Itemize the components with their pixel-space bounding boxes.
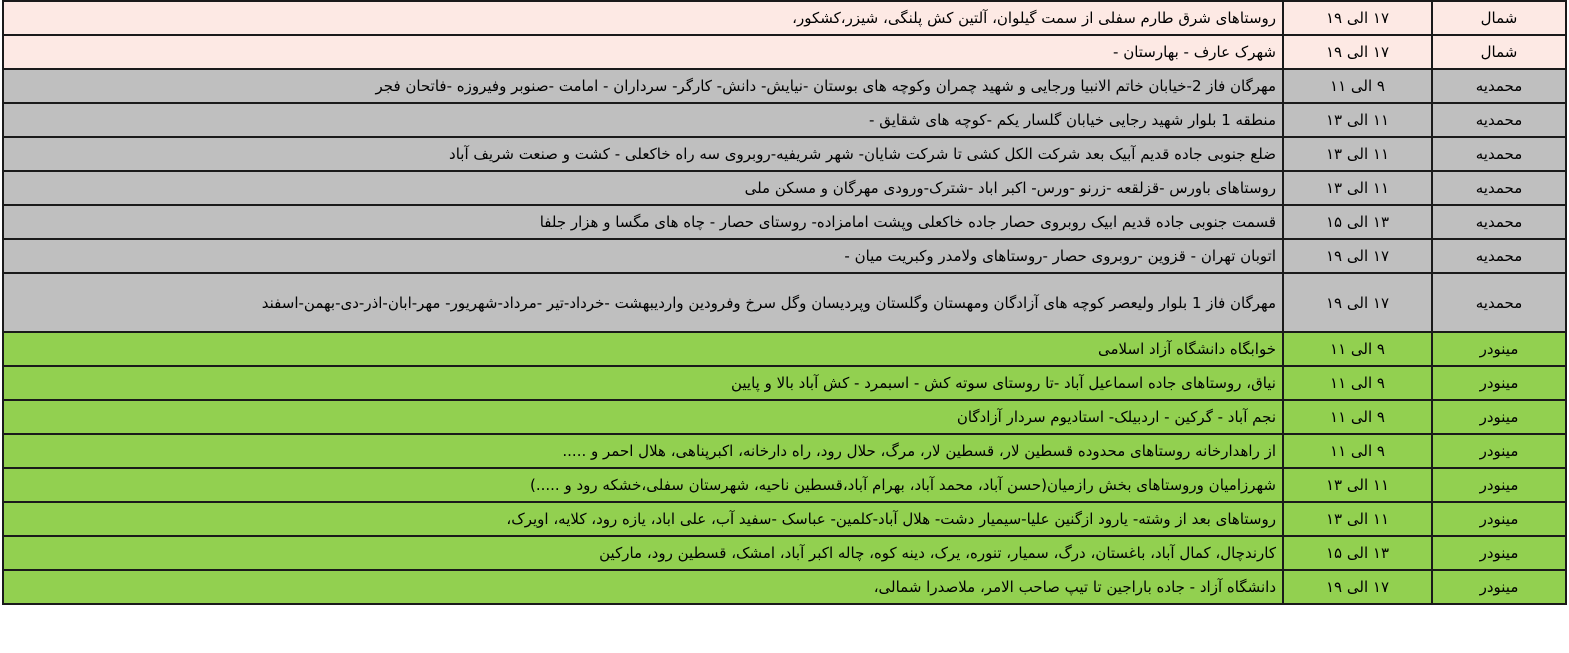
area-cell: از راهدارخانه روستاهای محدوده قسطین لار، قسطین لار، مرگ، حلال رود، راه دارخانه، اکبرپناهی، هلال احمر و .....	[3, 434, 1283, 468]
region-cell: مینودر	[1432, 468, 1566, 502]
time-cell: ۱۱ الی ۱۳	[1283, 502, 1432, 536]
area-cell: منطقه 1 بلوار شهید رجایی خیابان گلسار یکم -کوچه های شقایق -	[3, 103, 1283, 137]
table-row	[3, 434, 1566, 468]
table-row	[3, 468, 1566, 502]
time-cell: ۹ الی ۱۱	[1283, 434, 1432, 468]
region-cell: محمدیه	[1432, 103, 1566, 137]
area-cell: شهرزامیان وروستاهای بخش رازمیان(حسن آباد، محمد آباد، بهرام آباد،قسطین ناحیه، شهرستان سفلی،خشکه رود و .....)	[3, 468, 1283, 502]
time-cell: ۱۷ الی ۱۹	[1283, 239, 1432, 273]
area-cell: نجم آباد - گرکین - اردبیلک- استادیوم سردار آزادگان	[3, 400, 1283, 434]
table-row	[3, 239, 1566, 273]
table-row	[3, 137, 1566, 171]
region-cell: محمدیه	[1432, 273, 1566, 332]
time-cell: ۱۱ الی ۱۳	[1283, 103, 1432, 137]
area-cell: روستاهای شرق طارم سفلی از سمت گیلوان، آلتین کش پلنگی، شیزر،کشکور،	[3, 1, 1283, 35]
time-cell: ۹ الی ۱۱	[1283, 366, 1432, 400]
outage-schedule-table	[2, 0, 1567, 605]
time-cell: ۱۷ الی ۱۹	[1283, 570, 1432, 604]
schedule-body	[3, 1, 1566, 604]
table-row	[3, 570, 1566, 604]
area-cell: روستاهای باورس -قزلقعه -زرنو -ورس- اکبر اباد -شترک-ورودی مهرگان و مسکن ملی	[3, 171, 1283, 205]
region-cell: مینودر	[1432, 400, 1566, 434]
region-cell: محمدیه	[1432, 205, 1566, 239]
time-cell: ۱۷ الی ۱۹	[1283, 273, 1432, 332]
table-row	[3, 273, 1566, 332]
region-cell: شمال	[1432, 35, 1566, 69]
region-cell: مینودر	[1432, 536, 1566, 570]
region-cell: مینودر	[1432, 366, 1566, 400]
region-cell: مینودر	[1432, 434, 1566, 468]
area-cell: اتوبان تهران - قزوین -روبروی حصار -روستاهای ولامدر وکبریت میان -	[3, 239, 1283, 273]
area-cell: نیاق، روستاهای جاده اسماعیل آباد -تا روستای سوته کش - اسبمرد - کش آباد بالا و پایین	[3, 366, 1283, 400]
time-cell: ۹ الی ۱۱	[1283, 332, 1432, 366]
table-row	[3, 69, 1566, 103]
area-cell: روستاهای بعد از وشته- یارود ازگنین علیا-سیمیار دشت- هلال آباد-کلمین- عباسک -سفید آب، علی اباد، یازه رود، کلایه، اویرک،	[3, 502, 1283, 536]
time-cell: ۱۷ الی ۱۹	[1283, 1, 1432, 35]
table-row	[3, 502, 1566, 536]
area-cell: خوابگاه دانشگاه آزاد اسلامی	[3, 332, 1283, 366]
region-cell: مینودر	[1432, 332, 1566, 366]
table-row	[3, 332, 1566, 366]
time-cell: ۱۷ الی ۱۹	[1283, 35, 1432, 69]
table-row	[3, 35, 1566, 69]
area-cell: مهرگان فاز 2-خیابان خاتم الانبیا ورجایی و شهید چمران وکوچه های بوستان -نیایش- دانش- کارگر- سرداران - امامت -صنوبر وفیروزه -فاتحان فجر	[3, 69, 1283, 103]
region-cell: شمال	[1432, 1, 1566, 35]
time-cell: ۹ الی ۱۱	[1283, 400, 1432, 434]
table-row	[3, 171, 1566, 205]
time-cell: ۱۳ الی ۱۵	[1283, 205, 1432, 239]
area-cell: قسمت جنوبی جاده قدیم ابیک روبروی حصار جاده خاکعلی وپشت امامزاده- روستای حصار - چاه های مگسا و هزار جلفا	[3, 205, 1283, 239]
region-cell: مینودر	[1432, 502, 1566, 536]
area-cell: مهرگان فاز 1 بلوار ولیعصر کوچه های آزادگان ومهستان وگلستان وپردیسان وگل سرخ وفرودین واردیبهشت -خرداد-تیر -مرداد-شهریور- مهر-ابان-اذر-دی-بهمن-اسفند	[3, 273, 1283, 332]
region-cell: محمدیه	[1432, 239, 1566, 273]
time-cell: ۱۱ الی ۱۳	[1283, 137, 1432, 171]
region-cell: مینودر	[1432, 570, 1566, 604]
region-cell: محمدیه	[1432, 171, 1566, 205]
region-cell: محمدیه	[1432, 69, 1566, 103]
area-cell: کارندچال، کمال آباد، باغستان، درگ، سمیار، تنوره، یرک، دینه کوه، چاله اکبر آباد، امشک، قسطین رود، مارکین	[3, 536, 1283, 570]
table-row	[3, 366, 1566, 400]
area-cell: دانشگاه آزاد - جاده باراجین تا تیپ صاحب الامر، ملاصدرا شمالی،	[3, 570, 1283, 604]
table-row	[3, 205, 1566, 239]
time-cell: ۱۳ الی ۱۵	[1283, 536, 1432, 570]
region-cell: محمدیه	[1432, 137, 1566, 171]
table-row	[3, 103, 1566, 137]
table-row	[3, 536, 1566, 570]
area-cell: ضلع جنوبی جاده قدیم آبیک بعد شرکت الکل کشی تا شرکت شایان- شهر شریفیه-روبروی سه راه خاکعلی - کشت و صنعت شریف آباد	[3, 137, 1283, 171]
table-row	[3, 1, 1566, 35]
area-cell: شهرک عارف - بهارستان -	[3, 35, 1283, 69]
table-row	[3, 400, 1566, 434]
time-cell: ۹ الی ۱۱	[1283, 69, 1432, 103]
time-cell: ۱۱ الی ۱۳	[1283, 171, 1432, 205]
time-cell: ۱۱ الی ۱۳	[1283, 468, 1432, 502]
